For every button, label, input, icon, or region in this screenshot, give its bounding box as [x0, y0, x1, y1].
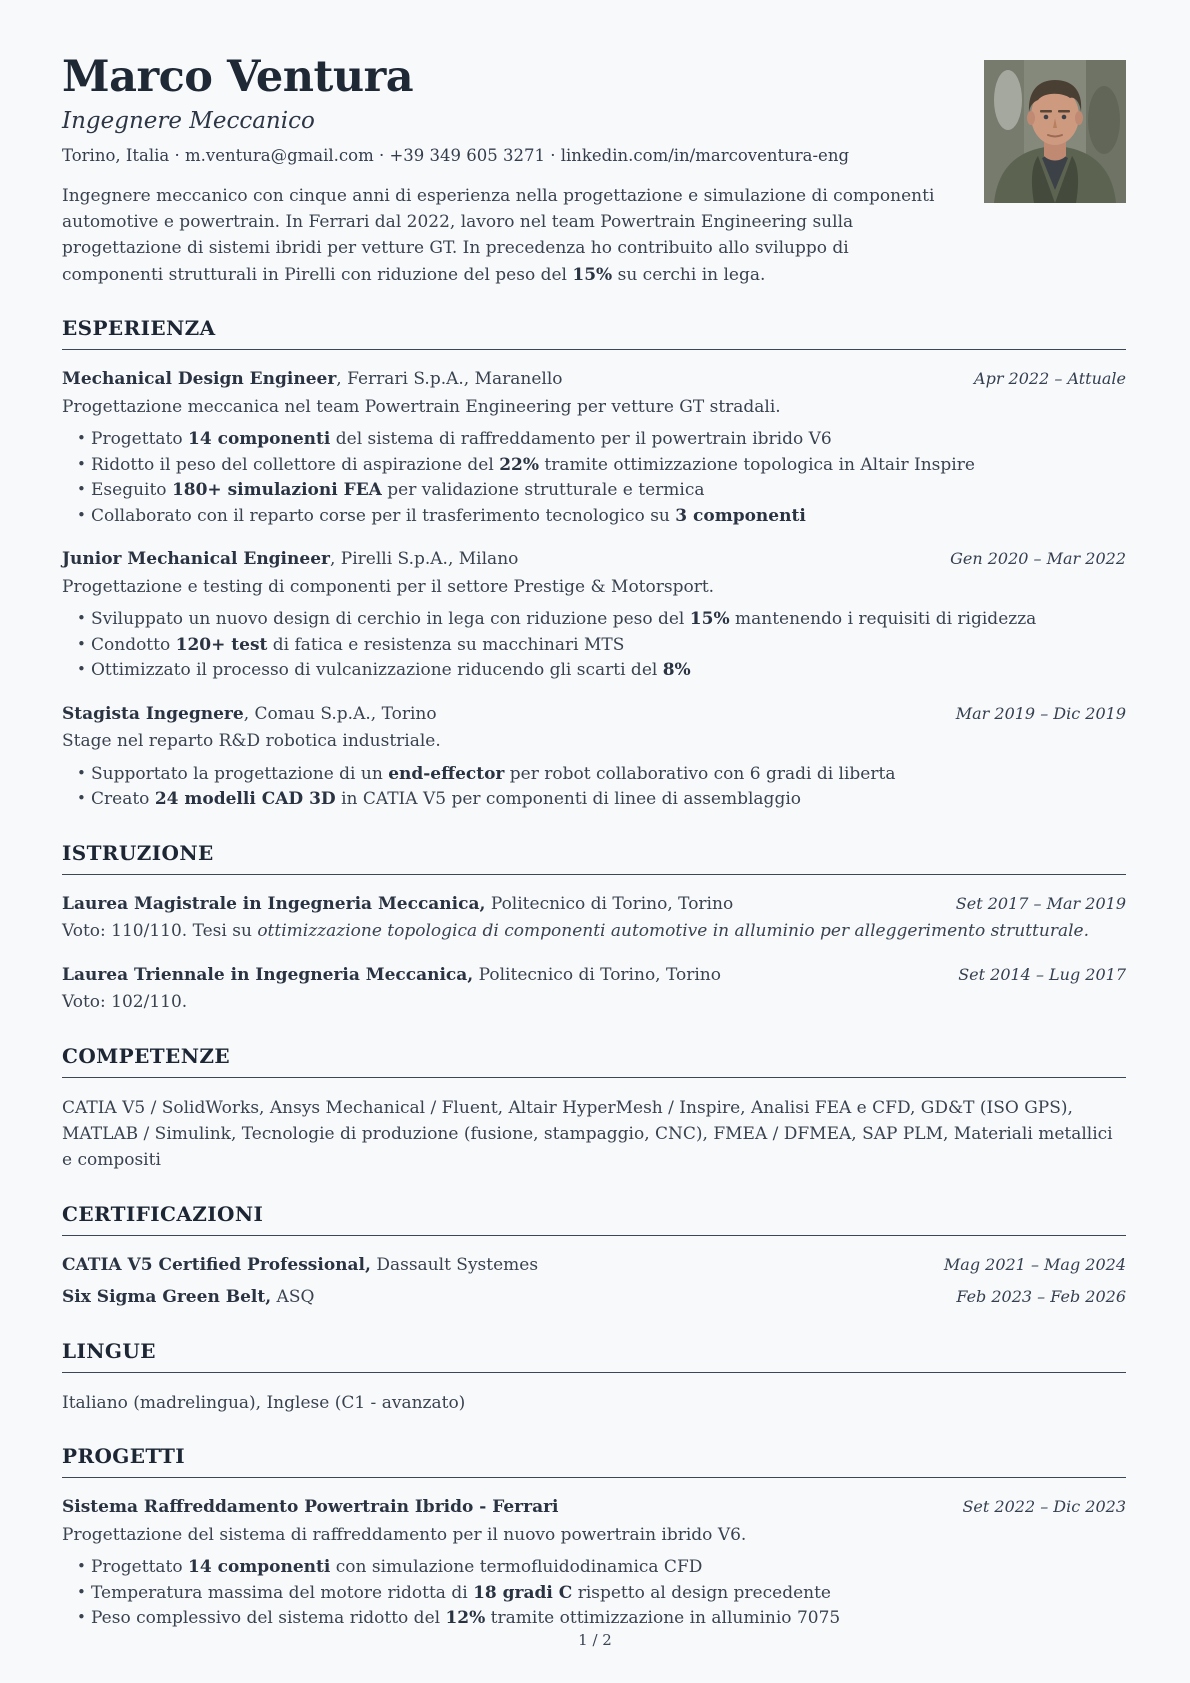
bullet-item	[62, 787, 1126, 813]
text-segment: Progettazione e testing di componenti per il settore Prestige & Motorsport.	[62, 576, 715, 597]
text-segment: tramite ottimizzazione topologica in Altair Inspire	[539, 454, 975, 475]
text-segment: Dassault Systemes	[370, 1254, 539, 1275]
bullet-dot: •	[77, 789, 86, 808]
text-segment: in CATIA V5 per componenti di linee di assemblaggio	[335, 789, 801, 810]
entry-date: Apr 2022 – Attuale	[974, 369, 1126, 389]
entry-header	[62, 547, 1126, 573]
bullet-item	[62, 633, 1126, 659]
text-segment: su cerchi in lega.	[612, 264, 766, 285]
entry-description	[62, 575, 1126, 601]
section-competenze	[62, 1044, 1126, 1174]
bullet-text	[91, 762, 1126, 788]
section-certificazioni	[62, 1202, 1126, 1311]
text-segment: del sistema di raffreddamento per il powertrain ibrido V6	[330, 429, 832, 450]
text-segment: Progettato	[91, 1557, 189, 1578]
text-segment: per validazione strutturale e termica	[381, 480, 705, 501]
entry-title	[62, 892, 932, 918]
entry-title	[62, 963, 934, 989]
bullet-list	[62, 427, 1126, 529]
text-segment: Laurea Magistrale in Ingegneria Meccanica,	[62, 893, 486, 914]
text-segment: Collaborato con il reparto corse per il trasferimento tecnologico su	[91, 505, 676, 526]
text-segment: 15%	[572, 264, 613, 285]
section-body-certificazioni	[62, 1253, 1126, 1311]
text-segment: 180+ simulazioni FEA	[171, 480, 382, 501]
bullet-list	[62, 1555, 1126, 1632]
text-segment: 22%	[499, 454, 540, 475]
bullet-text	[91, 787, 1126, 813]
entry-header	[62, 367, 1126, 393]
text-segment: Eseguito	[91, 480, 172, 501]
entry-title	[62, 1495, 938, 1521]
bullet-item	[62, 607, 1126, 633]
bullet-dot: •	[77, 1582, 86, 1601]
entry-header	[62, 702, 1126, 728]
bullet-dot: •	[77, 609, 86, 628]
entry-header	[62, 892, 1126, 918]
bullet-item	[62, 427, 1126, 453]
text-segment: Sistema Raffreddamento Powertrain Ibrido - Ferrari	[62, 1497, 559, 1518]
entry-header	[62, 1253, 1126, 1279]
entry-date: Set 2014 – Lug 2017	[958, 964, 1126, 984]
bullet-text	[91, 453, 1126, 479]
bullet-dot: •	[77, 480, 86, 499]
bullet-item	[62, 762, 1126, 788]
bullet-text	[91, 427, 1126, 453]
section-body-istruzione	[62, 892, 1126, 1016]
entry-header	[62, 1495, 1126, 1521]
section-body-esperienza	[62, 367, 1126, 813]
text-segment: Sviluppato un nuovo design di cerchio in lega con riduzione peso del	[91, 609, 690, 630]
bullet-dot: •	[77, 763, 86, 782]
section-heading-progetti: PROGETTI	[62, 1444, 1126, 1478]
bullet-item	[62, 478, 1126, 504]
entry	[62, 1285, 1126, 1311]
entry-header	[62, 963, 1126, 989]
entry-date: Feb 2023 – Feb 2026	[956, 1287, 1126, 1307]
entry-description	[62, 919, 1126, 945]
section-lingue	[62, 1339, 1126, 1416]
bullet-text	[91, 1555, 1126, 1581]
text-segment: , Ferrari S.p.A., Maranello	[336, 369, 563, 390]
portrait-illustration	[984, 60, 1126, 203]
text-segment: 14 componenti	[188, 429, 331, 450]
text-segment: Progettato	[91, 429, 189, 450]
contact-line: Torino, Italia · m.ventura@gmail.com · +39 349 605 3271 · linkedin.com/in/marcoventura-eng	[62, 146, 850, 166]
entry-description	[62, 395, 1126, 421]
text-segment: Progettazione meccanica nel team Powertrain Engineering per vetture GT stradali.	[62, 396, 781, 417]
entry-date: Gen 2020 – Mar 2022	[950, 549, 1126, 569]
text-segment: Creato	[91, 789, 155, 810]
competenze-text	[62, 1095, 1126, 1174]
text-segment: di fatica e resistenza su macchinari MTS	[267, 634, 625, 655]
text-segment: rispetto al design precedente	[572, 1582, 831, 1603]
section-body-competenze	[62, 1095, 1126, 1174]
profile-photo	[984, 60, 1126, 203]
text-segment: 3 componenti	[675, 505, 806, 526]
entry-date: Mag 2021 – Mag 2024	[943, 1254, 1126, 1274]
bullet-item	[62, 1581, 1126, 1607]
entry-date: Mar 2019 – Dic 2019	[955, 703, 1126, 723]
text-segment: con simulazione termofluidodinamica CFD	[330, 1557, 703, 1578]
bullet-item	[62, 504, 1126, 530]
bullet-list	[62, 762, 1126, 813]
text-segment: ASQ	[271, 1287, 315, 1308]
section-heading-competenze: COMPETENZE	[62, 1044, 1126, 1078]
entry	[62, 892, 1126, 945]
entry-title	[62, 367, 950, 393]
bullet-list	[62, 607, 1126, 684]
person-name: Marco Ventura	[62, 52, 414, 102]
entry	[62, 367, 1126, 529]
text-segment: Mechanical Design Engineer	[62, 369, 337, 390]
bullet-text	[91, 1581, 1126, 1607]
section-heading-certificazioni: CERTIFICAZIONI	[62, 1202, 1126, 1236]
text-segment: per robot collaborativo con 6 gradi di liberta	[504, 763, 896, 784]
entry	[62, 1495, 1126, 1632]
text-segment: Stagista Ingegnere	[62, 703, 244, 724]
entry	[62, 963, 1126, 1016]
text-segment: Voto: 110/110. Tesi su	[62, 921, 258, 942]
section-heading-lingue: LINGUE	[62, 1339, 1126, 1373]
bullet-dot: •	[77, 660, 86, 679]
entry	[62, 702, 1126, 813]
bullet-text	[91, 658, 1126, 684]
text-segment: Peso complessivo del sistema ridotto del	[91, 1608, 446, 1629]
entry-description	[62, 990, 1126, 1016]
text-segment: Politecnico di Torino, Torino	[473, 964, 721, 985]
entry-title	[62, 547, 926, 573]
profile-summary	[62, 183, 940, 288]
header	[62, 54, 1126, 288]
text-segment: 14 componenti	[188, 1557, 331, 1578]
text-segment: 8%	[662, 660, 691, 681]
bullet-item	[62, 1555, 1126, 1581]
resume-sections	[62, 316, 1126, 1631]
text-segment: CATIA V5 / SolidWorks, Ansys Mechanical / Fluent, Altair HyperMesh / Inspire, Analisi FEA e CFD, GD&T (ISO GPS), MATLAB / Simulink, Tecnologie di produzione (fusione, stampaggio, CNC), FMEA / DFMEA, SAP PLM, Materiali metallici e compositi	[62, 1097, 1113, 1171]
bullet-dot: •	[77, 429, 86, 448]
text-segment: Laurea Triennale in Ingegneria Meccanica,	[62, 964, 474, 985]
text-segment: 24 modelli CAD 3D	[154, 789, 336, 810]
text-segment: Condotto	[91, 634, 176, 655]
bullet-text	[91, 478, 1126, 504]
text-segment: Ridotto il peso del collettore di aspirazione del	[91, 454, 500, 475]
bullet-dot: •	[77, 634, 86, 653]
bullet-text	[91, 607, 1126, 633]
text-segment: Temperatura massima del motore ridotta di	[91, 1582, 474, 1603]
entry-description	[62, 1523, 1126, 1549]
entry	[62, 547, 1126, 684]
bullet-dot: •	[77, 1608, 86, 1627]
section-esperienza	[62, 316, 1126, 813]
text-segment: end-effector	[388, 763, 505, 784]
text-segment: Supportato la progettazione di un	[91, 763, 389, 784]
header-text-block	[62, 54, 984, 288]
bullet-text	[91, 633, 1126, 659]
text-segment: Ottimizzato il processo di vulcanizzazione riducendo gli scarti del	[91, 660, 663, 681]
text-segment: , Comau S.p.A., Torino	[243, 703, 437, 724]
section-istruzione	[62, 841, 1126, 1016]
text-segment: Progettazione del sistema di raffreddamento per il nuovo powertrain ibrido V6.	[62, 1524, 747, 1545]
section-heading-esperienza: ESPERIENZA	[62, 316, 1126, 350]
text-segment: Stage nel reparto R&D robotica industriale.	[62, 731, 441, 752]
page-indicator: 1 / 2	[578, 1630, 612, 1649]
section-body-progetti	[62, 1495, 1126, 1632]
bullet-dot: •	[77, 505, 86, 524]
entry-title	[62, 702, 932, 728]
bullet-dot: •	[77, 1557, 86, 1576]
text-segment: ottimizzazione topologica di componenti automotive in alluminio per alleggerimento strutturale.	[257, 921, 1089, 942]
section-body-lingue	[62, 1390, 1126, 1416]
text-segment: 18 gradi C	[473, 1582, 573, 1603]
bullet-item	[62, 453, 1126, 479]
text-segment: Politecnico di Torino, Torino	[485, 893, 734, 914]
text-segment: Junior Mechanical Engineer	[62, 549, 330, 570]
text-segment: mantenendo i requisiti di rigidezza	[729, 609, 1037, 630]
entry-title	[62, 1253, 920, 1279]
text-segment: Six Sigma Green Belt,	[62, 1287, 272, 1308]
lingue-text	[62, 1390, 1126, 1416]
text-segment: Italiano (madrelingua), Inglese (C1 - avanzato)	[62, 1392, 466, 1413]
bullet-item	[62, 658, 1126, 684]
bullet-dot: •	[77, 454, 86, 473]
section-heading-istruzione: ISTRUZIONE	[62, 841, 1126, 875]
entry-description	[62, 729, 1126, 755]
entry-header	[62, 1285, 1126, 1311]
text-segment: Voto: 102/110.	[62, 992, 188, 1013]
text-segment: , Pirelli S.p.A., Milano	[329, 549, 519, 570]
bullet-text	[91, 504, 1126, 530]
entry	[62, 1253, 1126, 1279]
entry-date: Set 2022 – Dic 2023	[962, 1497, 1126, 1517]
text-segment: 12%	[445, 1608, 486, 1629]
text-segment: tramite ottimizzazione in alluminio 7075	[485, 1608, 841, 1629]
text-segment: 15%	[689, 609, 730, 630]
section-progetti	[62, 1444, 1126, 1632]
entry-date: Set 2017 – Mar 2019	[955, 893, 1126, 913]
text-segment: CATIA V5 Certified Professional,	[62, 1254, 371, 1275]
entry-title	[62, 1285, 932, 1311]
text-segment: 120+ test	[175, 634, 268, 655]
text-segment: Ingegnere meccanico con cinque anni di esperienza nella progettazione e simulazione di componenti automotive e powertrain. In Ferrari dal 2022, lavoro nel team Powertrain Engineering sulla progettazione di sistemi ibridi per vetture GT. In precedenza ho contribuito allo sviluppo di componenti strutturali in Pirelli con riduzione del peso del	[62, 185, 935, 285]
person-job-title: Ingegnere Meccanico	[62, 108, 315, 135]
